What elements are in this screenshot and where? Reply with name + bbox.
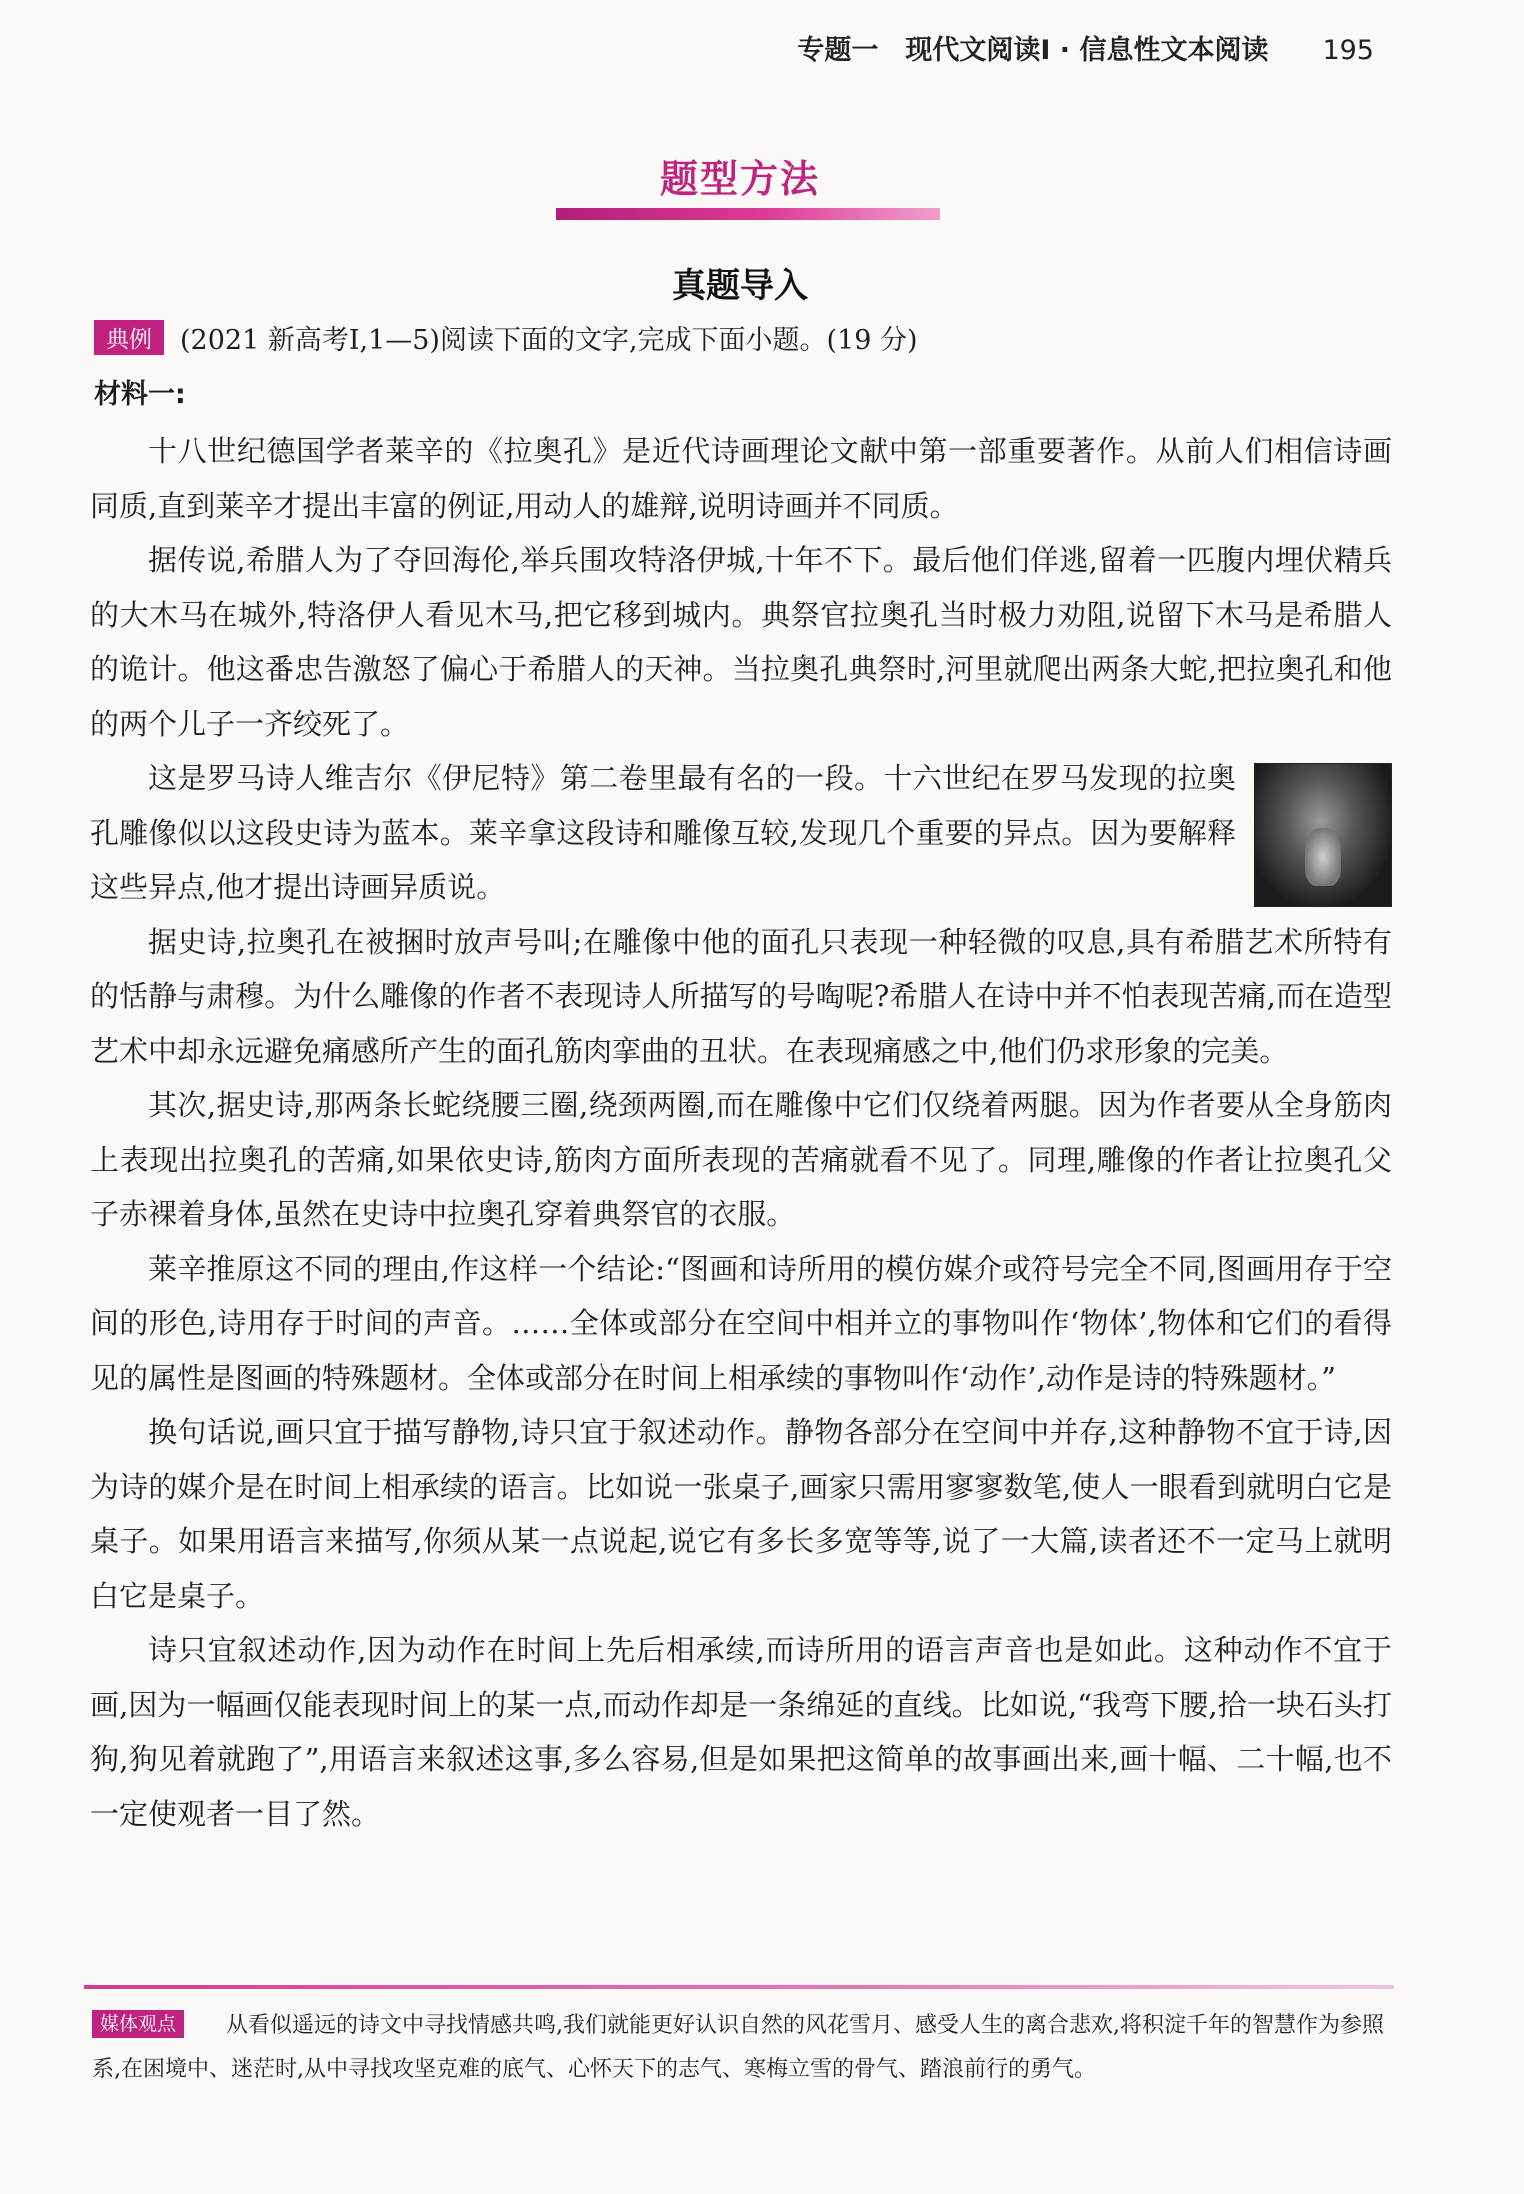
media-note-divider	[84, 1985, 1394, 1989]
media-note	[92, 2004, 1392, 2092]
page-number: 195	[1322, 35, 1374, 66]
media-note-badge: 媒体观点	[92, 2010, 184, 2038]
paragraph: 莱辛推原这不同的理由,作这样一个结论:“图画和诗所用的模仿媒介或符号完全不同,图画用存于空间的形色,诗用存于时间的声音。……全体或部分在空间中相并立的事物叫作‘物体’,物体和它们的看得见的属性是图画的特殊题材。全体或部分在时间上相承续的事物叫作‘动作’,动作是诗的特殊题材。”	[90, 1251, 1392, 1395]
paragraph: 十八世纪德国学者莱辛的《拉奥孔》是近代诗画理论文献中第一部重要著作。从前人们相信诗画同质,直到莱辛才提出丰富的例证,用动人的雄辩,说明诗画并不同质。	[90, 434, 1392, 523]
media-note-text: 从看似遥远的诗文中寻找情感共鸣,我们就能更好认识自然的风花雪月、感受人生的离合悲欢,将积淀千年的智慧作为参照系,在困境中、迷茫时,从中寻找攻坚克难的底气、心怀天下的志气、寒梅立雪的骨气、踏浪前行的勇气。	[92, 2013, 1385, 2082]
article-body	[90, 424, 1392, 1841]
paragraph: 诗只宜叙述动作,因为动作在时间上先后相承续,而诗所用的语言声音也是如此。这种动作不宜于画,因为一幅画仅能表现时间上的某一点,而动作却是一条绵延的直线。比如说,“我弯下腰,拾一块石头打狗,狗见着就跑了”,用语言来叙述这事,多么容易,但是如果把这简单的故事画出来,画十幅、二十幅,也不一定使观者一目了然。	[90, 1633, 1392, 1831]
laocoon-statue-image	[1254, 763, 1392, 907]
material-label: 材料一:	[94, 379, 186, 410]
paragraph: 据传说,希腊人为了夺回海伦,举兵围攻特洛伊城,十年不下。最后他们佯逃,留着一匹腹内埋伏精兵的大木马在城外,特洛伊人看见木马,把它移到城内。典祭官拉奥孔当时极力劝阻,说留下木马是希腊人的诡计。他这番忠告激怒了偏心于希腊人的天神。当拉奥孔典祭时,河里就爬出两条大蛇,把拉奥孔和他的两个儿子一齐绞死了。	[90, 543, 1392, 741]
example-heading	[94, 318, 918, 357]
paragraph: 据史诗,拉奥孔在被捆时放声号叫;在雕像中他的面孔只表现一种轻微的叹息,具有希腊艺术所特有的恬静与肃穆。为什么雕像的作者不表现诗人所描写的号啕呢?希腊人在诗中并不怕表现苦痛,而在造型艺术中却永远避免痛感所产生的面孔筋肉挛曲的丑状。在表现痛感之中,他们仍求形象的完美。	[90, 924, 1392, 1068]
section-title-underline	[556, 208, 940, 220]
paragraph: 这是罗马诗人维吉尔《伊尼特》第二卷里最有名的一段。十六世纪在罗马发现的拉奥孔雕像似以这段史诗为蓝本。莱辛拿这段诗和雕像互较,发现几个重要的异点。因为要解释这些异点,他才提出诗画异质说。	[90, 761, 1236, 904]
example-badge: 典例	[94, 320, 164, 355]
section-title: 题型方法	[659, 157, 820, 201]
example-source: (2021 新高考Ⅰ,1—5)阅读下面的文字,完成下面小题。(19 分)	[180, 325, 918, 356]
running-title: 专题一 现代文阅读Ⅰ · 信息性文本阅读	[797, 35, 1269, 66]
paragraph: 换句话说,画只宜于描写静物,诗只宜于叙述动作。静物各部分在空间中并存,这种静物不宜于诗,因为诗的媒介是在时间上相承续的语言。比如说一张桌子,画家只需用寥寥数笔,使人一眼看到就明白它是桌子。如果用语言来描写,你须从某一点说起,说它有多长多宽等等,说了一大篇,读者还不一定马上就明白它是桌子。	[90, 1415, 1392, 1613]
section-subtitle: 真题导入	[672, 266, 808, 306]
paragraph: 其次,据史诗,那两条长蛇绕腰三圈,绕颈两圈,而在雕像中它们仅绕着两腿。因为作者要从全身筋肉上表现出拉奥孔的苦痛,如果依史诗,筋肉方面所表现的苦痛就看不见了。同理,雕像的作者让拉奥孔父子赤裸着身体,虽然在史诗中拉奥孔穿着典祭官的衣服。	[90, 1088, 1392, 1231]
running-header	[797, 28, 1374, 67]
